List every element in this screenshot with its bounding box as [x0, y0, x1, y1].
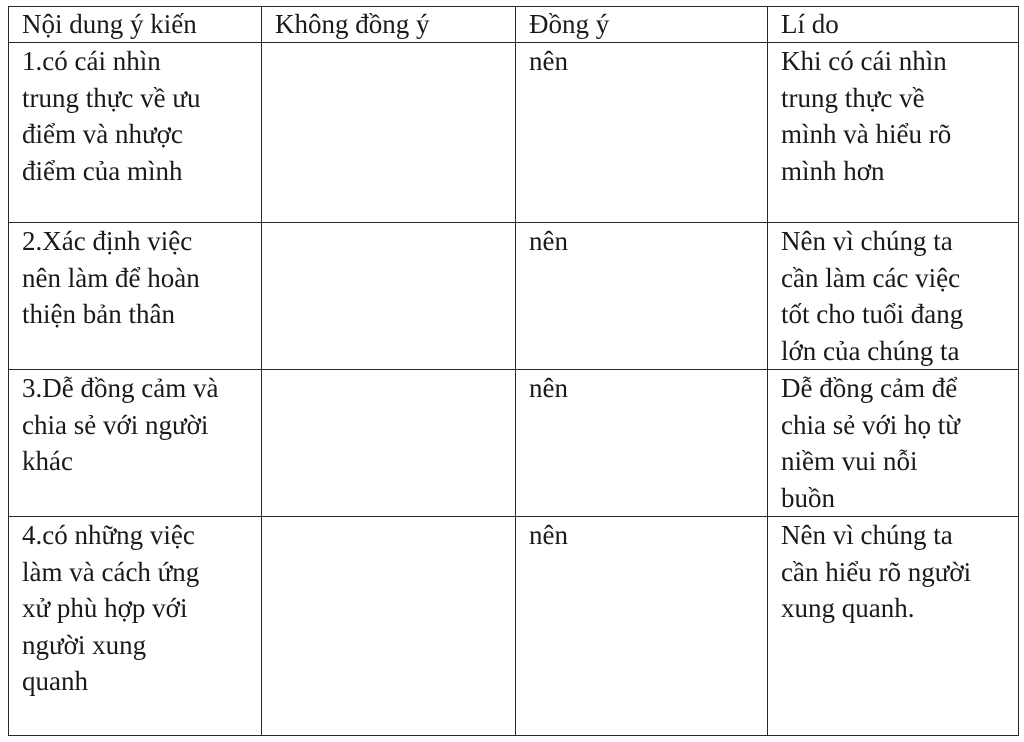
header-reason: Lí do — [768, 7, 1019, 43]
agree-cell: nên — [516, 517, 768, 736]
content-cell — [9, 370, 262, 517]
reason-line: cần làm các việc — [781, 262, 961, 293]
content-line: quanh — [22, 666, 88, 696]
reason-cell — [768, 223, 1019, 370]
table-row — [9, 517, 1019, 736]
content-line: người xung — [22, 629, 147, 660]
agree-cell: nên — [516, 370, 768, 517]
content-line: 1.có cái nhìn — [22, 46, 161, 76]
agree-cell: nên — [516, 223, 768, 370]
reason-line: xung quanh. — [781, 593, 915, 623]
header-disagree: Không đồng ý — [262, 7, 516, 43]
header-row — [9, 7, 1019, 43]
reason-line: trung thực về — [781, 82, 925, 113]
reason-line: Nên vì chúng ta — [781, 520, 953, 550]
content-line: xử phù hợp với — [22, 593, 188, 623]
reason-cell — [768, 517, 1019, 736]
opinion-table — [8, 6, 1019, 736]
content-line: trung thực về ưu — [22, 82, 201, 113]
content-line: 3.Dễ đồng cảm và — [22, 373, 219, 403]
reason-line: mình hơn — [781, 155, 885, 186]
reason-line: Nên vì chúng ta — [781, 226, 953, 256]
content-cell — [9, 43, 262, 223]
content-line: điểm của mình — [22, 155, 183, 186]
content-cell — [9, 223, 262, 370]
header-agree: Đồng ý — [516, 7, 768, 43]
agree-cell: nên — [516, 43, 768, 223]
reason-line: tốt cho tuổi đang — [781, 299, 964, 329]
table-row — [9, 370, 1019, 517]
content-line: điểm và nhược — [22, 119, 183, 149]
reason-line: Dễ đồng cảm để — [781, 373, 958, 403]
reason-line: buồn — [781, 482, 835, 513]
content-line: nên làm để hoàn — [22, 262, 200, 293]
content-line: làm và cách ứng — [22, 556, 200, 587]
reason-cell — [768, 43, 1019, 223]
content-cell — [9, 517, 262, 736]
content-line: 2.Xác định việc — [22, 226, 193, 256]
reason-line: mình và hiểu rõ — [781, 119, 952, 149]
content-line: thiện bản thân — [22, 299, 175, 329]
disagree-cell — [262, 517, 516, 736]
table-body — [9, 7, 1019, 736]
header-content: Nội dung ý kiến — [9, 7, 262, 43]
reason-line: Khi có cái nhìn — [781, 46, 947, 76]
disagree-cell — [262, 223, 516, 370]
disagree-cell — [262, 43, 516, 223]
reason-line: lớn của chúng ta — [781, 335, 960, 366]
table-row — [9, 223, 1019, 370]
content-line: khác — [22, 446, 73, 476]
content-line: 4.có những việc — [22, 520, 195, 550]
disagree-cell — [262, 370, 516, 517]
content-line: chia sẻ với người — [22, 409, 209, 440]
reason-line: chia sẻ với họ từ — [781, 409, 960, 440]
table-row — [9, 43, 1019, 223]
reason-cell — [768, 370, 1019, 517]
reason-line: niềm vui nỗi — [781, 446, 918, 476]
reason-line: cần hiểu rõ người — [781, 556, 972, 587]
